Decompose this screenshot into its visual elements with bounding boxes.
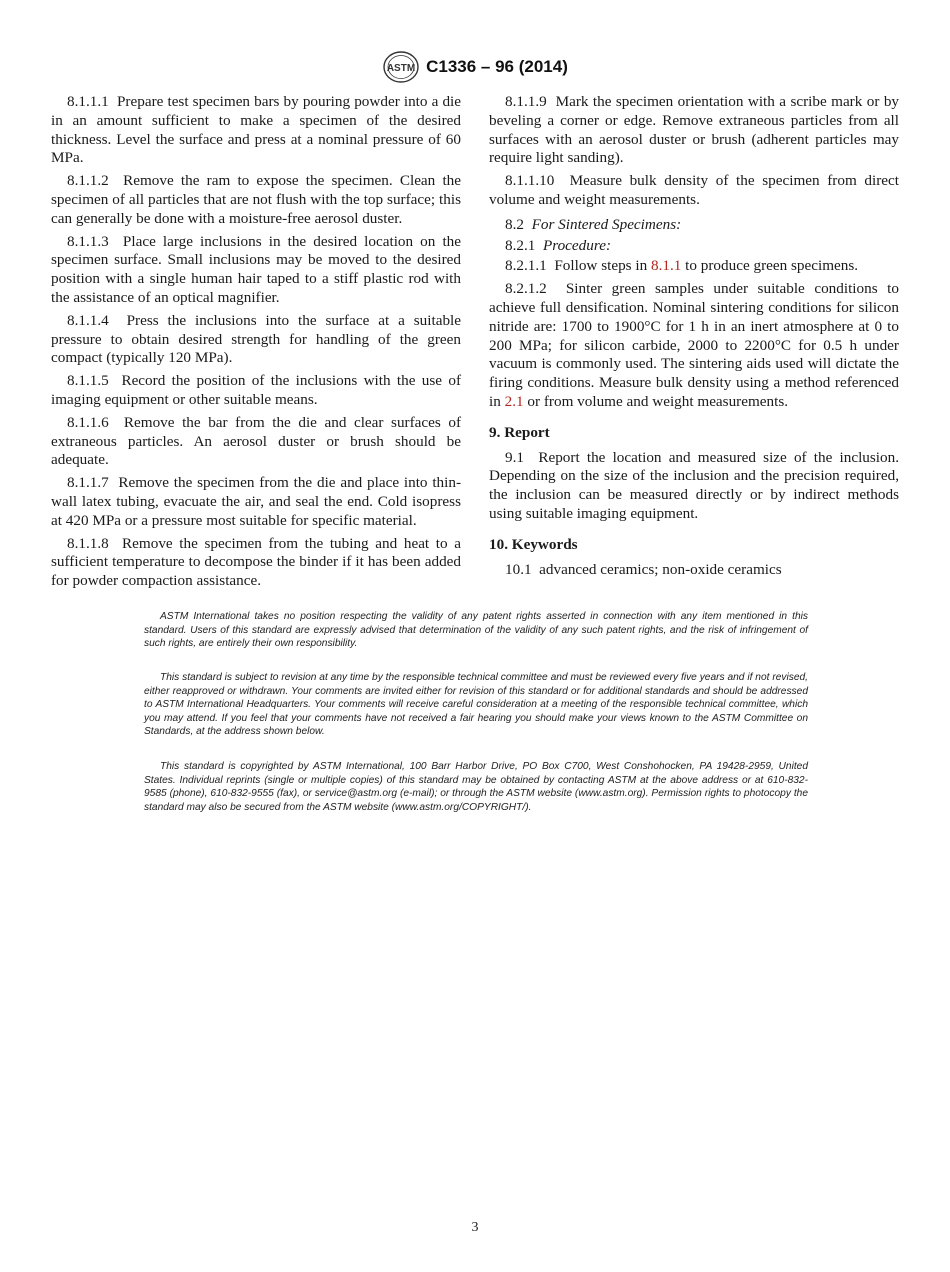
paragraph-8-1-1-10: 8.1.1.10 Measure bulk density of the specimen from direct volume and weight measurements.	[489, 172, 899, 208]
paragraph-8-1-1-8: 8.1.1.8 Remove the specimen from the tubing and heat to a sufficient temperature to decompose the binder if it has been added for powder compaction assistance.	[51, 534, 461, 590]
paragraph-8-1-1-1: 8.1.1.1 Prepare test specimen bars by pouring powder into a die in an amount sufficient to make a specimen of the desired thickness. Level the surface and press at a nominal pressure of 60 MPa.	[51, 93, 461, 167]
page-number: 3	[471, 1220, 479, 1235]
revision-notice: This standard is subject to revision at any time by the responsible technical committee and must be reviewed every five years and if not revised, either reapproved or withdrawn. Your comments are invited either for revision of this standard or for additional standards and should be addressed to ASTM International Headquarters. Your comments will receive careful consideration at a meeting of the responsible technical committee, which you may attend. If you feel that your comments have not received a fair hearing you should make your views known to the ASTM Committee on Standards, at the address shown below.	[144, 672, 808, 738]
section-8-2-title: 8.2 For Sintered Specimens:	[505, 215, 682, 233]
paragraph-8-1-1-2: 8.1.1.2 Remove the ram to expose the specimen. Clean the specimen of all particles that are not flush with the top surface; this can generally be done with a moisture-free aerosol duster.	[51, 172, 461, 227]
paragraph-8-2-1-1: 8.2.1.1 Follow steps in 8.1.1 to produce green specimens.	[505, 257, 859, 275]
section-heading-report: 9. Report	[489, 423, 550, 441]
svg-text:ASTM: ASTM	[386, 63, 416, 74]
paragraph-8-2-1-2: 8.2.1.2 Sinter green samples under suitable conditions to achieve full densification. Nominal sintering conditions for silicon nitride are: 1700 to 1900°C for 1 h in an inert atmosphere at 0 to 200 MPa; for silicon carbide, 2000 to 2200°C for 0.5 h under vacuum is commonly used. The sintering aids used will dictate the firing conditions. Measure bulk density using a method referenced in 2.1 or from volume and weight measurements.	[489, 280, 899, 410]
paragraph-8-1-1-6: 8.1.1.6 Remove the bar from the die and clear surfaces of extraneous particles. An aerosol duster or brush should be adequate.	[51, 413, 462, 469]
right-column	[489, 93, 899, 579]
page-header	[0, 50, 950, 89]
paragraph-8-1-1-7: 8.1.1.7 Remove the specimen from the die and place into thin-wall latex tubing, evacuate the air, and seal the end. Cold isopress at 420 MPa or a pressure most suitable for specific material.	[51, 474, 461, 529]
section-8-2-1-title: 8.2.1 Procedure:	[505, 236, 612, 254]
left-column	[51, 93, 461, 591]
copyright-notice: This standard is copyrighted by ASTM International, 100 Barr Harbor Drive, PO Box C700, West Conshohocken, PA 19428-2959, United States. Individual reprints (single or multiple copies) of this standard may be obtained by contacting ASTM at the above address or at 610-832-9585 (phone), 610-832-9555 (fax), or service@astm.org (e-mail); or through the ASTM website (www.astm.org). Permission rights to photocopy the standard may also be secured from the ASTM website (www.astm.org/COPYRIGHT/).	[144, 761, 808, 813]
paragraph-9-1: 9.1 Report the location and measured size of the inclusion. Depending on the size of the inclusion and the precision required, the inclusion can be measured directly or by indirect methods using suitable imaging equipment.	[489, 448, 899, 522]
paragraph-8-1-1-4: 8.1.1.4 Press the inclusions into the surface at a suitable pressure to obtain desired strength for handling of the green compact (typically 120 MPa).	[51, 311, 461, 367]
xref-link-2-1[interactable]: 2.1	[504, 392, 524, 410]
paragraph-8-1-1-5: 8.1.1.5 Record the position of the inclusions with the use of imaging equipment or other suitable means.	[51, 372, 462, 408]
paragraph-8-1-1-3: 8.1.1.3 Place large inclusions in the desired location on the specimen surface. Small inclusions may be moved to the desired position with a single human hair taped to a stiff plastic rod with the assistance of an optical magnifier.	[51, 232, 461, 306]
patent-notice: ASTM International takes no position respecting the validity of any patent rights asserted in connection with any item mentioned in this standard. Users of this standard are expressly advised that determination of the validity of any such patent rights, and the risk of infringement of such rights, are entirely their own responsibility.	[144, 611, 808, 650]
paragraph-10-1: 10.1 advanced ceramics; non-oxide ceramics	[505, 560, 782, 578]
astm-logo-icon	[382, 50, 420, 84]
standard-designation: C1336 – 96 (2014)	[426, 57, 568, 76]
xref-link-8-1-1[interactable]: 8.1.1	[650, 257, 682, 275]
paragraph-8-1-1-9: 8.1.1.9 Mark the specimen orientation with a scribe mark or by beveling a corner or edge. Remove extraneous particles from all surfaces with an aerosol duster or brush (adherent particles may require light sanding).	[489, 93, 900, 167]
section-heading-keywords: 10. Keywords	[489, 535, 578, 553]
